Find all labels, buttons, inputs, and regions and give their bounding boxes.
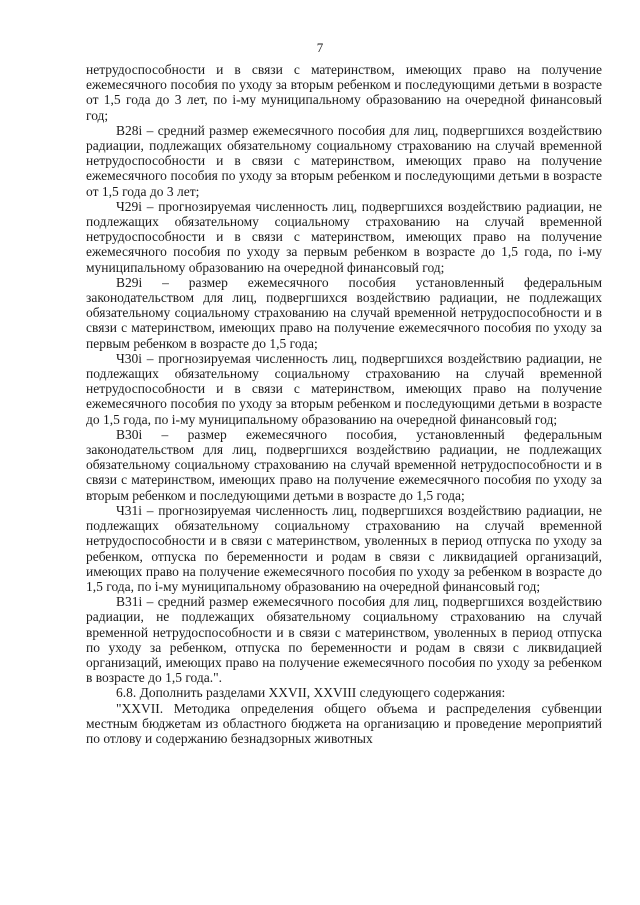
page-number: 7 <box>316 40 324 55</box>
paragraph-definition-ch29: Ч29i – прогнозируемая численность лиц, подвергшихся воздействию радиации, не подлежащих обязательному социальному страхованию на случай временной нетрудоспособности и в связи с материнством, имеющих право на получение ежемесячного пособия по уходу за первым ребенком в возрасте до 1,5 года, по i-му муниципальному образованию на очередной финансовый год; <box>86 198 602 275</box>
paragraph-definition-b31: В31i – средний размер ежемесячного пособия для лиц, подвергшихся воздействию радиации, не подлежащих обязательному социальному страхованию на случай временной нетрудоспособности и в связи с материнством, уволенных в период отпуска по уходу за ребенком, отпуска по беременности и родам в связи с ликвидацией организаций, имеющих право на получение ежемесячного пособия по уходу за ребенком в возрасте до 1,5 года.". <box>86 594 602 686</box>
document-body <box>86 62 602 746</box>
paragraph-definition-b30: В30i – размер ежемесячного пособия, установленный федеральным законодательством для лиц, подвергшихся воздействию радиации, не подлежащих обязательному социальному страхованию на случай временной нетрудоспособности и в связи с материнством, имеющих право на получение ежемесячного пособия по уходу за вторым ребенком и последующими детьми в возрасте до 1,5 года; <box>86 426 602 503</box>
paragraph-definition-b28: В28i – средний размер ежемесячного пособия для лиц, подвергшихся воздействию радиации, подлежащих обязательному социальному страхованию на случай временной нетрудоспособности и в связи с материнством, имеющих право на получение ежемесячного пособия по уходу за вторым ребенком и последующими детьми в возрасте от 1,5 года до 3 лет; <box>86 122 602 199</box>
paragraph: нетрудоспособности и в связи с материнством, имеющих право на получение ежемесячного пособия по уходу за вторым ребенком и последующими детьми в возрасте от 1,5 года до 3 лет, по i-му муниципальному образованию на очередной финансовый год; <box>86 62 602 123</box>
paragraph-item-6-8: 6.8. Дополнить разделами XXVII, XXVIII следующего содержания: <box>116 685 506 701</box>
paragraph-definition-ch30: Ч30i – прогнозируемая численность лиц, подвергшихся воздействию радиации, не подлежащих обязательному социальному страхованию на случай временной нетрудоспособности и в связи с материнством, имеющих право на получение ежемесячного пособия по уходу за вторым ребенком и последующими детьми в возрасте до 1,5 года, по i-му муниципальному образованию на очередной финансовый год; <box>86 350 602 427</box>
paragraph-definition-b29: В29i – размер ежемесячного пособия установленный федеральным законодательством для лиц, подвергшихся воздействию радиации, не подлежащих обязательному социальному страхованию на случай временной нетрудоспособности и в связи с материнством, имеющих право на получение ежемесячного пособия по уходу за первым ребенком в возрасте до 1,5 года; <box>86 274 602 351</box>
paragraph-definition-ch31: Ч31i – прогнозируемая численность лиц, подвергшихся воздействию радиации, не подлежащих обязательному социальному страхованию на случай временной нетрудоспособности и в связи с материнством, уволенных в период отпуска по уходу за ребенком, отпуска по беременности и родам в связи с ликвидацией организаций, имеющих право на получение ежемесячного пособия по уходу за ребенком в возрасте до 1,5 года, по i-му муниципальному образованию на очередной финансовый год; <box>86 502 602 594</box>
section-heading-xxvii: "XXVII. Методика определения общего объема и распределения субвенции местным бюджетам из областного бюджета на организацию и проведение мероприятий по отлову и содержанию безнадзорных животных <box>86 700 602 746</box>
